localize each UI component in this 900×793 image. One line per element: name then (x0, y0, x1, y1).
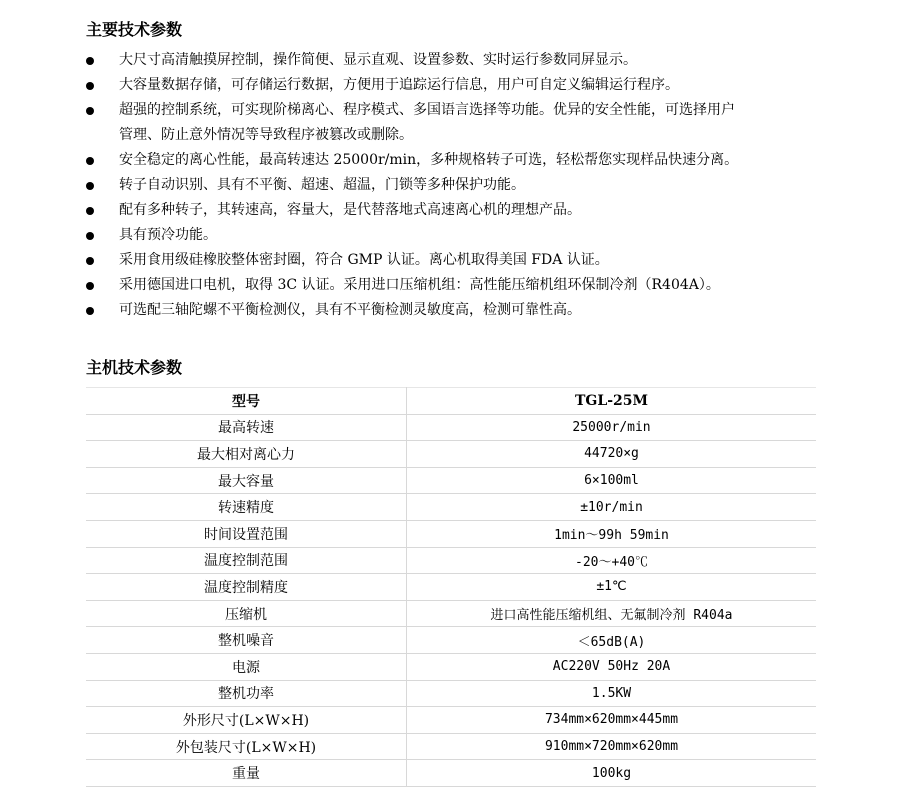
row-label: 整机功率 (86, 680, 407, 707)
row-value: 1.5KW (407, 680, 817, 707)
feature-text: 转子自动识别、具有不平衡、超速、超温，门锁等多种保护功能。 (119, 177, 525, 193)
list-item (86, 148, 846, 173)
feature-text: 安全稳定的离心性能，最高转速达 25000r/min，多种规格转子可选，轻松帮您实现样品快速分离。 (119, 152, 739, 168)
table-row (86, 467, 816, 494)
row-label: 时间设置范围 (86, 520, 407, 547)
bullet-icon (86, 157, 94, 165)
row-value: -20～+40℃ (407, 547, 817, 574)
row-value: ＜65dB(A) (407, 627, 817, 654)
row-value: AC220V 50Hz 20A (407, 653, 817, 680)
row-label: 整机噪音 (86, 627, 407, 654)
row-label: 转速精度 (86, 494, 407, 521)
list-item (86, 173, 846, 198)
bullet-icon (86, 57, 94, 65)
list-item (86, 98, 846, 148)
table-row (86, 653, 816, 680)
table-row (86, 680, 816, 707)
feature-list (86, 48, 846, 323)
row-label: 电源 (86, 653, 407, 680)
table-row (86, 494, 816, 521)
table-row (86, 733, 816, 760)
table-header-row (86, 388, 816, 415)
row-value: 910mm×720mm×620mm (407, 733, 817, 760)
list-item (86, 223, 846, 248)
row-value: 1min～99h 59min (407, 520, 817, 547)
row-value: 6×100ml (407, 467, 817, 494)
row-label: 压缩机 (86, 600, 407, 627)
bullet-icon (86, 307, 94, 315)
list-item (86, 298, 846, 323)
table-row (86, 520, 816, 547)
row-value: ±1℃ (407, 574, 817, 601)
row-value: 734mm×620mm×445mm (407, 707, 817, 734)
row-label: 重量 (86, 760, 407, 787)
row-label: 最大相对离心力 (86, 441, 407, 468)
table-row (86, 600, 816, 627)
row-value: 100kg (407, 760, 817, 787)
bullet-icon (86, 107, 94, 115)
feature-text: 超强的控制系统，可实现阶梯离心、程序模式、多国语言选择等功能。优异的安全性能，可选择用户 (119, 102, 735, 118)
list-item (86, 48, 846, 73)
row-label: 最高转速 (86, 414, 407, 441)
bullet-icon (86, 182, 94, 190)
list-item (86, 73, 846, 98)
row-label: 外形尺寸(L×W×H) (86, 707, 407, 734)
feature-text: 可选配三轴陀螺不平衡检测仪，具有不平衡检测灵敏度高，检测可靠性高。 (119, 302, 581, 318)
list-item (86, 273, 846, 298)
bullet-icon (86, 232, 94, 240)
table-row (86, 441, 816, 468)
row-value: 进口高性能压缩机组、无氟制冷剂 R404a (407, 600, 817, 627)
feature-text: 采用德国进口电机，取得 3C 认证。采用进口压缩机组：高性能压缩机组环保制冷剂（R404A）。 (119, 277, 720, 293)
table-row (86, 574, 816, 601)
header-label: 型号 (86, 388, 407, 415)
table-row (86, 414, 816, 441)
bullet-icon (86, 207, 94, 215)
feature-text-continued: 管理、防止意外情况等导致程序被篡改或删除。 (119, 127, 413, 143)
bullet-icon (86, 282, 94, 290)
feature-text: 大尺寸高清触摸屏控制，操作简便、显示直观、设置参数、实时运行参数同屏显示。 (119, 52, 637, 68)
row-label: 外包装尺寸(L×W×H) (86, 733, 407, 760)
table-row (86, 547, 816, 574)
section-title-host-specs: 主机技术参数 (86, 358, 183, 377)
row-label: 最大容量 (86, 467, 407, 494)
section-title-main-specs: 主要技术参数 (86, 20, 183, 39)
row-value: ±10r/min (407, 494, 817, 521)
table-row (86, 707, 816, 734)
feature-text: 采用食用级硅橡胶整体密封圈，符合 GMP 认证。离心机取得美国 FDA 认证。 (119, 252, 609, 268)
row-label: 温度控制精度 (86, 574, 407, 601)
bullet-icon (86, 82, 94, 90)
list-item (86, 248, 846, 273)
feature-text: 大容量数据存储，可存储运行数据，方便用于追踪运行信息，用户可自定义编辑运行程序。 (119, 77, 679, 93)
spec-table (86, 387, 816, 787)
feature-text: 具有预冷功能。 (119, 227, 217, 243)
row-value: 44720×g (407, 441, 817, 468)
row-label: 温度控制范围 (86, 547, 407, 574)
table-row (86, 760, 816, 787)
header-model: TGL-25M (407, 388, 817, 415)
list-item (86, 198, 846, 223)
table-row (86, 627, 816, 654)
row-value: 25000r/min (407, 414, 817, 441)
feature-text: 配有多种转子，其转速高，容量大，是代替落地式高速离心机的理想产品。 (119, 202, 581, 218)
bullet-icon (86, 257, 94, 265)
